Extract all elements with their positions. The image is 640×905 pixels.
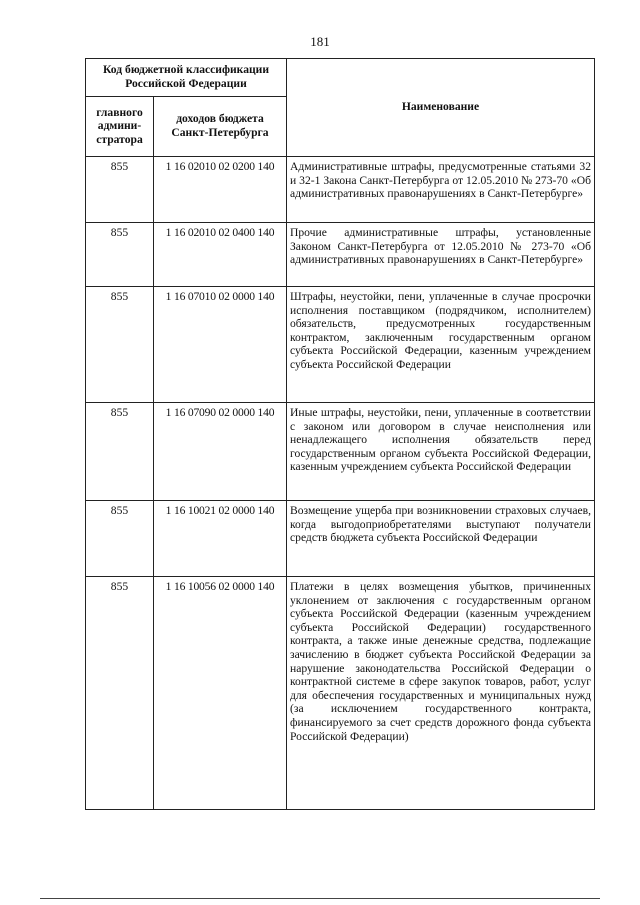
table-row [86,501,595,577]
revenue-code-cell: 1 16 07010 02 0000 140 [154,287,287,403]
admin-code-cell: 855 [86,157,154,223]
revenue-name-cell: Штрафы, неустойки, пени, уплаченные в случае просрочки исполнения поставщиком (подрядчиком, исполнителем) обязательств, предусмотренных государственным контрактом, заключенным государственным органом субъекта Российской Федерации, казенным учреждением субъекта Российской Федерации [287,287,595,403]
table-row [86,403,595,501]
revenue-name-cell: Прочие административные штрафы, установленные Законом Санкт-Петербурга от 12.05.2010 № 273-70 «Об административных правонарушениях в Санкт-Петербурге» [287,223,595,287]
admin-code-cell: 855 [86,403,154,501]
revenue-code-cell: 1 16 10056 02 0000 140 [154,577,287,810]
page-number: 181 [310,34,330,49]
table-row [86,157,595,223]
table-row [86,287,595,403]
header-name: Наименование [287,59,595,157]
table-row [86,577,595,810]
admin-code-cell: 855 [86,223,154,287]
header-budget-classification-code: Код бюджетной классификации Российской Федерации [86,59,287,97]
footer-divider [40,898,600,899]
admin-code-cell: 855 [86,287,154,403]
table-row [86,223,595,287]
revenue-name-cell: Возмещение ущерба при возникновении страховых случаев, когда выгодоприобретателями выступают получатели средств бюджета субъекта Российской Федерации [287,501,595,577]
revenue-name-cell: Административные штрафы, предусмотренные статьями 32 и 32-1 Закона Санкт-Петербурга от 12.05.2010 № 273-70 «Об административных правонарушениях в Санкт-Петербурге» [287,157,595,223]
revenue-code-cell: 1 16 02010 02 0200 140 [154,157,287,223]
header-revenue-code: доходов бюджета Санкт-Петербурга [154,97,287,157]
header-chief-administrator: главного админи-стратора [86,97,154,157]
revenue-name-cell: Иные штрафы, неустойки, пени, уплаченные в соответствии с законом или договором в случае неисполнения или ненадлежащего исполнения обязательств перед государственным органом субъекта Российской Федерации, казенным учреждением субъекта Российской Федерации [287,403,595,501]
budget-classification-table [85,58,595,810]
revenue-code-cell: 1 16 02010 02 0400 140 [154,223,287,287]
admin-code-cell: 855 [86,501,154,577]
revenue-code-cell: 1 16 07090 02 0000 140 [154,403,287,501]
revenue-name-cell: Платежи в целях возмещения убытков, причиненных уклонением от заключения с государственным органом субъекта Российской Федерации (казенным учреждением субъекта Российской Федерации) государственного контракта, а также иные денежные средства, подлежащие зачислению в бюджет субъекта Российской Федерации за нарушение законодательства Российской Федерации о контрактной системе в сфере закупок товаров, работ, услуг для обеспечения государственных и муниципальных нужд (за исключением государственного контракта, финансируемого за счет средств дорожного фонда субъекта Российской Федерации) [287,577,595,810]
admin-code-cell: 855 [86,577,154,810]
revenue-code-cell: 1 16 10021 02 0000 140 [154,501,287,577]
